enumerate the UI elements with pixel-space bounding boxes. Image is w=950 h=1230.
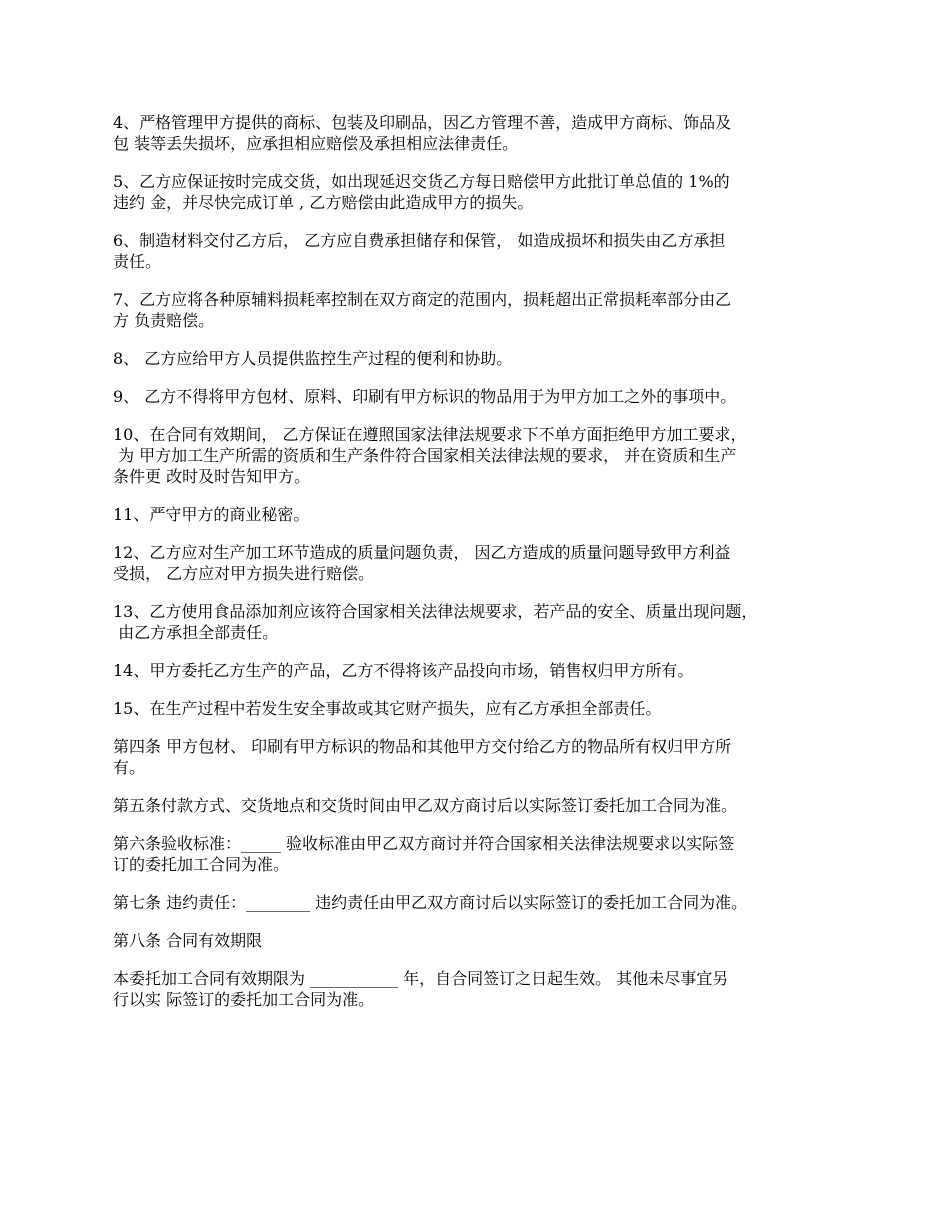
clause-line: 第八条 合同有效期限 — [113, 931, 263, 950]
clause-paragraph — [113, 968, 853, 1010]
clause-line: 条件更 改时及时告知甲方。 — [113, 467, 311, 486]
clause-paragraph — [113, 386, 853, 407]
clause-paragraph — [113, 698, 853, 719]
clause-paragraph — [113, 601, 853, 643]
clause-paragraph — [113, 892, 853, 913]
clause-line: 行以实 际签订的委托加工合同为准。 — [113, 990, 375, 1009]
clause-line: 违约 金，并尽快完成订单 , 乙方赔偿由此造成甲方的损失。 — [113, 193, 534, 212]
clause-paragraph — [113, 795, 853, 816]
clause-line: 5、乙方应保证按时完成交货，如出现延迟交货乙方每日赔偿甲方此批订单总值的 1%的 — [113, 172, 730, 191]
clause-line: 12、乙方应对生产加工环节造成的质量问题负责， 因乙方造成的质量问题导致甲方利益 — [113, 543, 731, 562]
clause-line: 13、乙方使用食品添加剂应该符合国家相关法律法规要求，若产品的安全、质量出现问题， — [113, 602, 758, 621]
clause-line: 7、乙方应将各种原辅料损耗率控制在双方商定的范围内，损耗超出正常损耗率部分由乙 — [113, 290, 732, 309]
clause-line: 第四条 甲方包材、 印刷有甲方标识的物品和其他甲方交付给乙方的物品所有权归甲方所 — [113, 737, 732, 756]
clause-line: 第六条验收标准：_____ 验收标准由甲乙双方商讨并符合国家相关法律法规要求以实际签 — [113, 834, 735, 853]
clause-paragraph — [113, 230, 853, 272]
contract-body — [113, 112, 853, 1027]
clause-line: 6、制造材料交付乙方后， 乙方应自费承担储存和保管， 如造成损坏和损失由乙方承担 — [113, 231, 726, 250]
clause-line: 方 负责赔偿。 — [113, 311, 215, 330]
clause-line: 为 甲方加工生产所需的资质和生产条件符合国家相关法律法规的要求， 并在资质和生产 — [113, 446, 737, 465]
clause-paragraph — [113, 424, 853, 487]
clause-paragraph — [113, 112, 853, 154]
clause-line: 有。 — [113, 758, 146, 777]
clause-line: 第七条 违约责任：________ 违约责任由甲乙双方商讨后以实际签订的委托加工合同为准。 — [113, 893, 748, 912]
clause-line: 由乙方承担全部责任。 — [113, 623, 279, 642]
clause-paragraph — [113, 736, 853, 778]
clause-line: 受损， 乙方应对甲方损失进行赔偿。 — [113, 564, 375, 583]
clause-paragraph — [113, 930, 853, 951]
clause-line: 11、严守甲方的商业秘密。 — [113, 505, 310, 524]
clause-line: 4、严格管理甲方提供的商标、包装及印刷品，因乙方管理不善，造成甲方商标、饰品及 — [113, 113, 732, 132]
clause-line: 14、甲方委托乙方生产的产品，乙方不得将该产品投向市场，销售权归甲方所有。 — [113, 661, 694, 680]
clause-paragraph — [113, 171, 853, 213]
clause-line: 责任。 — [113, 252, 162, 271]
clause-paragraph — [113, 289, 853, 331]
clause-paragraph — [113, 542, 853, 584]
clause-paragraph — [113, 660, 853, 681]
clause-line: 包 装等丢失损坏，应承担相应赔偿及承担相应法律责任。 — [113, 134, 519, 153]
clause-line: 本委托加工合同有效期限为 ___________ 年，自合同签订之日起生效。 其他未尽事宜另 — [113, 969, 729, 988]
clause-line: 8、 乙方应给甲方人员提供监控生产过程的便利和协助。 — [113, 349, 513, 368]
clause-paragraph — [113, 348, 853, 369]
clause-line: 15、在生产过程中若发生安全事故或其它财产损失，应有乙方承担全部责任。 — [113, 699, 662, 718]
clause-paragraph — [113, 833, 853, 875]
clause-line: 10、在合同有效期间， 乙方保证在遵照国家法律法规要求下不单方面拒绝甲方加工要求， — [113, 425, 747, 444]
clause-line: 订的委托加工合同为准。 — [113, 855, 290, 874]
clause-paragraph — [113, 504, 853, 525]
clause-line: 9、 乙方不得将甲方包材、原料、印刷有甲方标识的物品用于为甲方加工之外的事项中。 — [113, 387, 737, 406]
clause-line: 第五条付款方式、交货地点和交货时间由甲乙双方商讨后以实际签订委托加工合同为准。 — [113, 796, 738, 815]
